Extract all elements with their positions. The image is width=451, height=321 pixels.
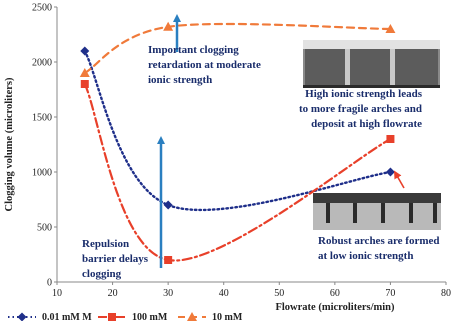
data-point-100-mm — [81, 80, 89, 88]
x-tick-label: 50 — [274, 288, 285, 299]
annotation-high-ionic: High ionic strength leads to more fragile arches and deposit at high flowrate — [298, 88, 422, 130]
y-tick-label: 2000 — [32, 57, 52, 69]
x-tick-label: 40 — [218, 288, 229, 299]
micrograph-insets — [303, 40, 441, 230]
legend-item-0-01-mm-m — [8, 312, 92, 321]
x-tick-label: 80 — [441, 288, 451, 299]
y-axis-title: Clogging volume (microliters) — [4, 77, 15, 212]
legend-item-10-mm — [178, 312, 243, 321]
data-point-0-01-mm-m — [80, 47, 89, 56]
y-tick-label: 1000 — [32, 167, 52, 179]
y-tick-label: 2500 — [32, 2, 52, 14]
x-tick-label: 30 — [163, 288, 174, 299]
y-tick-label: 0 — [47, 277, 52, 289]
y-tick-label: 500 — [37, 222, 52, 234]
x-tick-label: 60 — [329, 288, 340, 299]
data-point-100-mm — [164, 256, 172, 264]
data-point-100-mm — [386, 135, 394, 143]
legend — [8, 312, 243, 321]
data-point-0-01-mm-m — [164, 201, 173, 210]
legend-marker — [18, 313, 27, 321]
x-axis-title: Flowrate (microliters/min) — [275, 302, 395, 313]
legend-label: 100 mM — [132, 312, 168, 321]
legend-label: 0.01 mM M — [42, 312, 92, 321]
pointer-arrow-robust — [396, 174, 404, 188]
data-point-0-01-mm-m — [386, 168, 395, 177]
annotation-repulsion: Repulsion barrier delays clogging — [82, 238, 149, 280]
micrograph-fragile-arches — [303, 40, 440, 88]
x-tick-label: 10 — [52, 288, 62, 299]
y-tick-label: 1500 — [32, 112, 52, 124]
micrograph-robust-arches — [313, 193, 441, 230]
legend-marker — [108, 313, 116, 321]
x-tick-label: 70 — [385, 288, 396, 299]
annotation-moderate-ionic: Important clogging retardation at moderate ionic strength — [148, 44, 261, 86]
legend-label: 10 mM — [212, 312, 243, 321]
x-tick-label: 20 — [107, 288, 118, 299]
annotation-robust-arches: Robust arches are formed at low ionic strength — [318, 235, 440, 262]
legend-item-100-mm — [98, 312, 168, 321]
